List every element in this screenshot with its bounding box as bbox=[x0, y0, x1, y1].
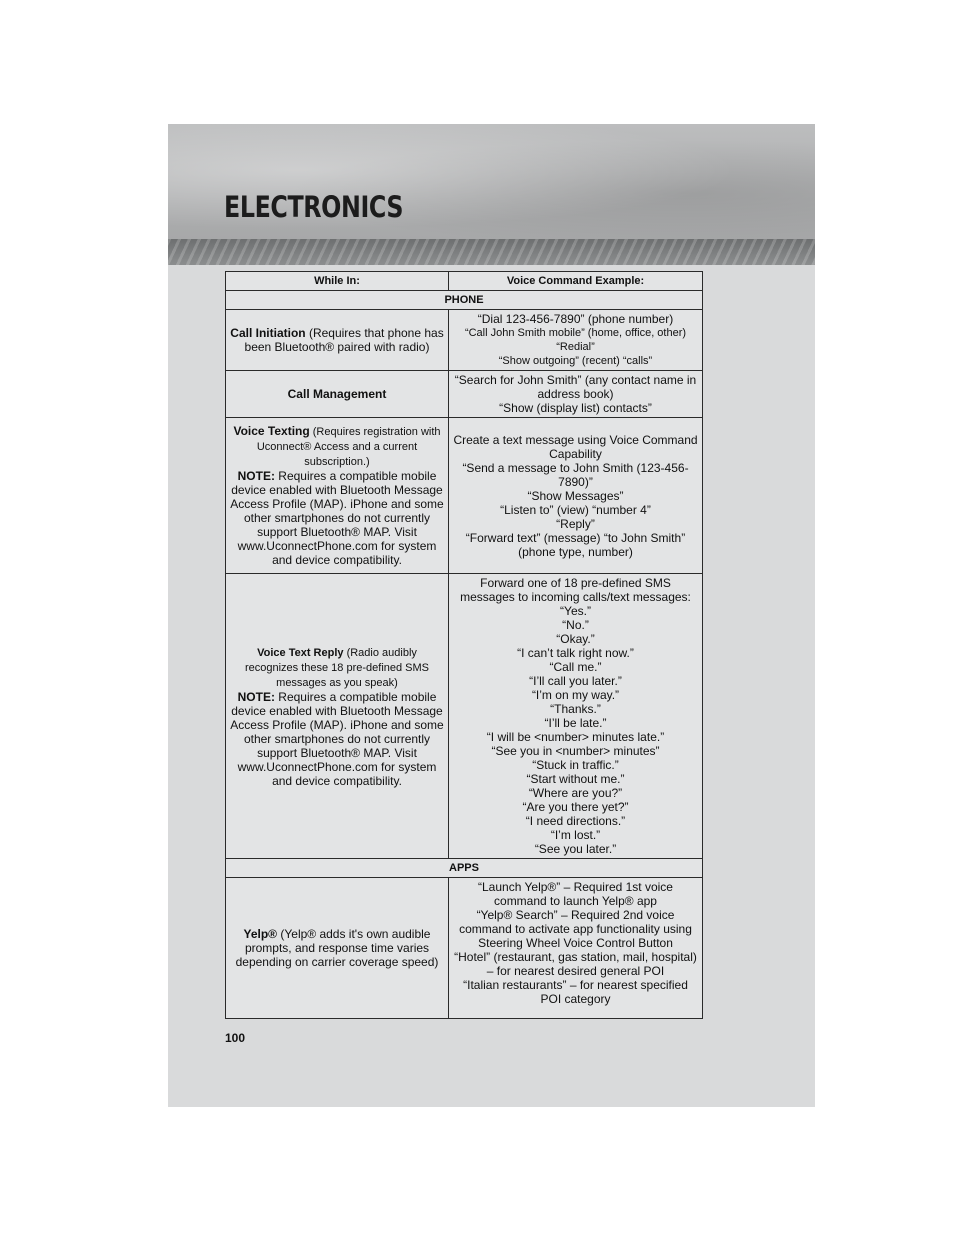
section-header bbox=[168, 124, 815, 239]
command-line: “Show Messages” bbox=[527, 488, 624, 503]
command-line: “Search for John Smith” (any contact name in address book) bbox=[454, 373, 697, 401]
column-header-voice-command: Voice Command Example: bbox=[449, 272, 703, 291]
command-line: “Where are you?” bbox=[528, 786, 623, 800]
command-line: “I need directions.” bbox=[525, 814, 626, 828]
command-line: “Show (display list) contacts” bbox=[499, 401, 652, 415]
feature-label: Voice Texting bbox=[233, 424, 310, 438]
table-row bbox=[226, 371, 703, 418]
note-label: NOTE: bbox=[237, 689, 275, 704]
command-line: “Yelp® Search” – Required 2nd voice command to activate app functionality using Steering Wheel Voice Control Button bbox=[459, 908, 692, 950]
command-line: “See you later.” bbox=[534, 842, 617, 856]
page-number: 100 bbox=[225, 1031, 246, 1045]
command-line: “I can’t talk right now.” bbox=[517, 646, 634, 660]
header-texture-band bbox=[168, 239, 815, 265]
command-line: “Dial 123-456-7890” (phone number) bbox=[477, 312, 674, 326]
command-line: “Italian restaurants” – for nearest specified POI category bbox=[463, 978, 688, 1006]
section-row-phone bbox=[226, 291, 703, 310]
section-title: APPS bbox=[226, 859, 703, 878]
command-line: “Okay.” bbox=[556, 632, 595, 646]
command-cell bbox=[449, 878, 703, 1019]
note-label: NOTE: bbox=[237, 469, 275, 483]
feature-description: (Requires registration with Uconnect® Access and a current subscription.) bbox=[256, 426, 441, 468]
command-line: “Redial” bbox=[556, 341, 595, 353]
command-line: “Stuck in traffic.” bbox=[532, 758, 619, 772]
command-line: “Forward text” (message) “to John Smith” (phone type, number) bbox=[465, 530, 686, 559]
table-header-row bbox=[226, 272, 703, 291]
page-title: ELECTRONICS bbox=[224, 190, 404, 224]
command-line: “I’ll call you later.” bbox=[529, 674, 622, 688]
table-row bbox=[226, 310, 703, 371]
command-line: “Call me.” bbox=[549, 660, 602, 674]
command-line: “I’m lost.” bbox=[550, 828, 601, 842]
command-line: “Are you there yet?” bbox=[522, 800, 629, 814]
table-row bbox=[226, 878, 703, 1019]
section-row-apps bbox=[226, 859, 703, 878]
feature-description: (Radio audibly recognizes these 18 pre-defined SMS messages as you speak) bbox=[244, 646, 430, 689]
command-cell bbox=[449, 574, 703, 859]
command-line: “Thanks.” bbox=[550, 702, 601, 716]
command-line: Create a text message using Voice Command Capability bbox=[453, 432, 698, 461]
feature-cell bbox=[226, 310, 449, 371]
note-text: Requires a compatible mobile device enabled with Bluetooth Message Access Profile (MAP). iPhone and some other smartphones do not currently support Bluetooth® MAP. Visit www.UconnectPhone.com for system and device compatibility. bbox=[230, 469, 444, 567]
command-line: “Show outgoing” (recent) “calls” bbox=[498, 355, 653, 367]
table-row bbox=[226, 574, 703, 859]
feature-description: (Yelp® adds it's own audible prompts, and response time varies depending on carrier coverage speed) bbox=[235, 927, 439, 969]
feature-label: Yelp® bbox=[243, 927, 278, 941]
command-cell bbox=[449, 371, 703, 418]
command-line: “Hotel” (restaurant, gas station, mail, hospital) – for nearest desired general POI bbox=[454, 950, 697, 978]
command-line: “No.” bbox=[562, 618, 589, 632]
feature-cell bbox=[226, 371, 449, 418]
command-line: “I’m on my way.” bbox=[531, 688, 620, 702]
section-title: PHONE bbox=[226, 291, 703, 310]
feature-description: (Requires that phone has been Bluetooth® paired with radio) bbox=[244, 326, 444, 354]
feature-label: Call Initiation bbox=[230, 326, 306, 340]
command-line: “Launch Yelp®” – Required 1st voice command to launch Yelp® app bbox=[478, 880, 673, 908]
column-header-while-in: While In: bbox=[226, 272, 449, 291]
command-line: “I will be <number> minutes late.” bbox=[486, 730, 665, 744]
command-line: “Send a message to John Smith (123-456-7890)” bbox=[462, 460, 689, 489]
command-line: “I’ll be late.” bbox=[544, 716, 607, 730]
command-cell bbox=[449, 418, 703, 574]
command-line: Forward one of 18 pre-defined SMS messages to incoming calls/text messages: bbox=[460, 576, 691, 604]
feature-cell bbox=[226, 418, 449, 574]
feature-cell bbox=[226, 878, 449, 1019]
command-line: “See you in <number> minutes” bbox=[491, 744, 660, 758]
feature-cell bbox=[226, 574, 449, 859]
command-line: “Yes.” bbox=[560, 604, 591, 618]
note-text: Requires a compatible mobile device enabled with Bluetooth Message Access Profile (MAP). iPhone and some other smartphones do not currently support Bluetooth® MAP. Visit www.UconnectPhone.com for system and device compatibility. bbox=[230, 689, 444, 788]
command-line: “Reply” bbox=[556, 516, 595, 531]
feature-label: Voice Text Reply bbox=[257, 646, 344, 659]
table-row bbox=[226, 418, 703, 574]
voice-command-table bbox=[225, 271, 703, 1019]
command-line: “Call John Smith mobile” (home, office, other) bbox=[464, 327, 687, 339]
feature-label: Call Management bbox=[287, 387, 387, 401]
command-line: “Listen to” (view) “number 4” bbox=[500, 502, 651, 517]
manual-page bbox=[168, 124, 815, 1107]
command-cell bbox=[449, 310, 703, 371]
command-line: “Start without me.” bbox=[526, 772, 625, 786]
